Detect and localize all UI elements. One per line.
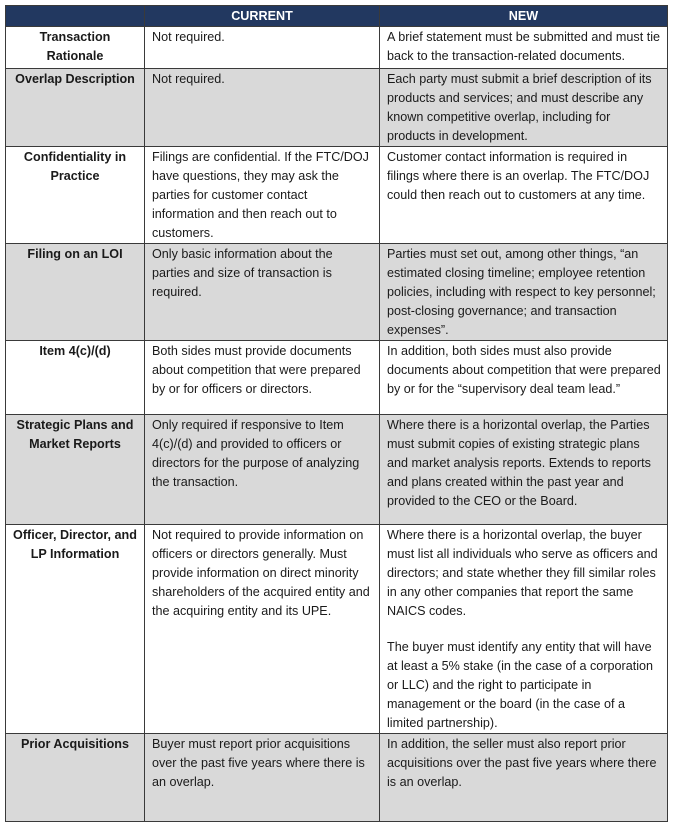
header-current: CURRENT <box>145 6 380 27</box>
table-row <box>6 69 668 147</box>
row-label: Officer, Director, and LP Information <box>6 525 145 734</box>
table-row <box>6 147 668 244</box>
new-cell: A brief statement must be submitted and must tie back to the transaction-related documents. <box>380 27 668 69</box>
current-cell: Both sides must provide documents about competition that were prepared by or for officers or directors. <box>145 341 380 415</box>
table-row <box>6 734 668 822</box>
current-cell: Only required if responsive to Item 4(c)/(d) and provided to officers or directors for the purpose of analyzing the transaction. <box>145 415 380 525</box>
header-row <box>6 6 668 27</box>
table-row <box>6 244 668 341</box>
hsr-comparison-table <box>5 5 668 822</box>
row-label: Prior Acquisitions <box>6 734 145 822</box>
row-label: Overlap Description <box>6 69 145 147</box>
current-cell: Not required to provide information on officers or directors generally. Must provide information on direct minority shareholders of the acquired entity and the acquiring entity and its UPE. <box>145 525 380 734</box>
header-new: NEW <box>380 6 668 27</box>
row-label: Strategic Plans and Market Reports <box>6 415 145 525</box>
current-cell: Not required. <box>145 69 380 147</box>
row-label: Confidentiality in Practice <box>6 147 145 244</box>
row-label: Filing on an LOI <box>6 244 145 341</box>
row-label: Item 4(c)/(d) <box>6 341 145 415</box>
current-cell: Only basic information about the parties and size of transaction is required. <box>145 244 380 341</box>
table-row <box>6 341 668 415</box>
new-paragraph: Where there is a horizontal overlap, the buyer must list all individuals who serve as officers and directors; and state whether they fill similar roles in any other companies that report the same NAICS codes. <box>387 528 658 618</box>
current-cell: Filings are confidential. If the FTC/DOJ have questions, they may ask the parties for customer contact information and then reach out to customers. <box>145 147 380 244</box>
new-cell: In addition, the seller must also report prior acquisitions over the past five years where there is an overlap. <box>380 734 668 822</box>
new-cell: In addition, both sides must also provide documents about competition that were prepared by or for the “supervisory deal team lead.” <box>380 341 668 415</box>
current-cell: Not required. <box>145 27 380 69</box>
new-paragraph: The buyer must identify any entity that will have at least a 5% stake (in the case of a corporation or LLC) and the right to participate in management or the board (in the case of a limited partnership). <box>387 640 654 730</box>
header-blank-cell <box>6 6 145 27</box>
table-row <box>6 27 668 69</box>
new-cell: Customer contact information is required in filings where there is an overlap. The FTC/DOJ could then reach out to customers at any time. <box>380 147 668 244</box>
new-cell: Each party must submit a brief description of its products and services; and must describe any known competitive overlap, including for products in development. <box>380 69 668 147</box>
new-cell: Parties must set out, among other things, “an estimated closing timeline; employee retention policies, including with respect to key personnel; post-closing governance; and transaction expenses”. <box>380 244 668 341</box>
new-cell <box>380 525 668 734</box>
table-row <box>6 415 668 525</box>
table-row <box>6 525 668 734</box>
new-cell: Where there is a horizontal overlap, the Parties must submit copies of existing strategic plans and market analysis reports. Extends to reports and plans created within the past year and provided to the CEO or the Board. <box>380 415 668 525</box>
current-cell: Buyer must report prior acquisitions over the past five years where there is an overlap. <box>145 734 380 822</box>
comparison-table-wrapper <box>5 5 668 822</box>
row-label: Transaction Rationale <box>6 27 145 69</box>
